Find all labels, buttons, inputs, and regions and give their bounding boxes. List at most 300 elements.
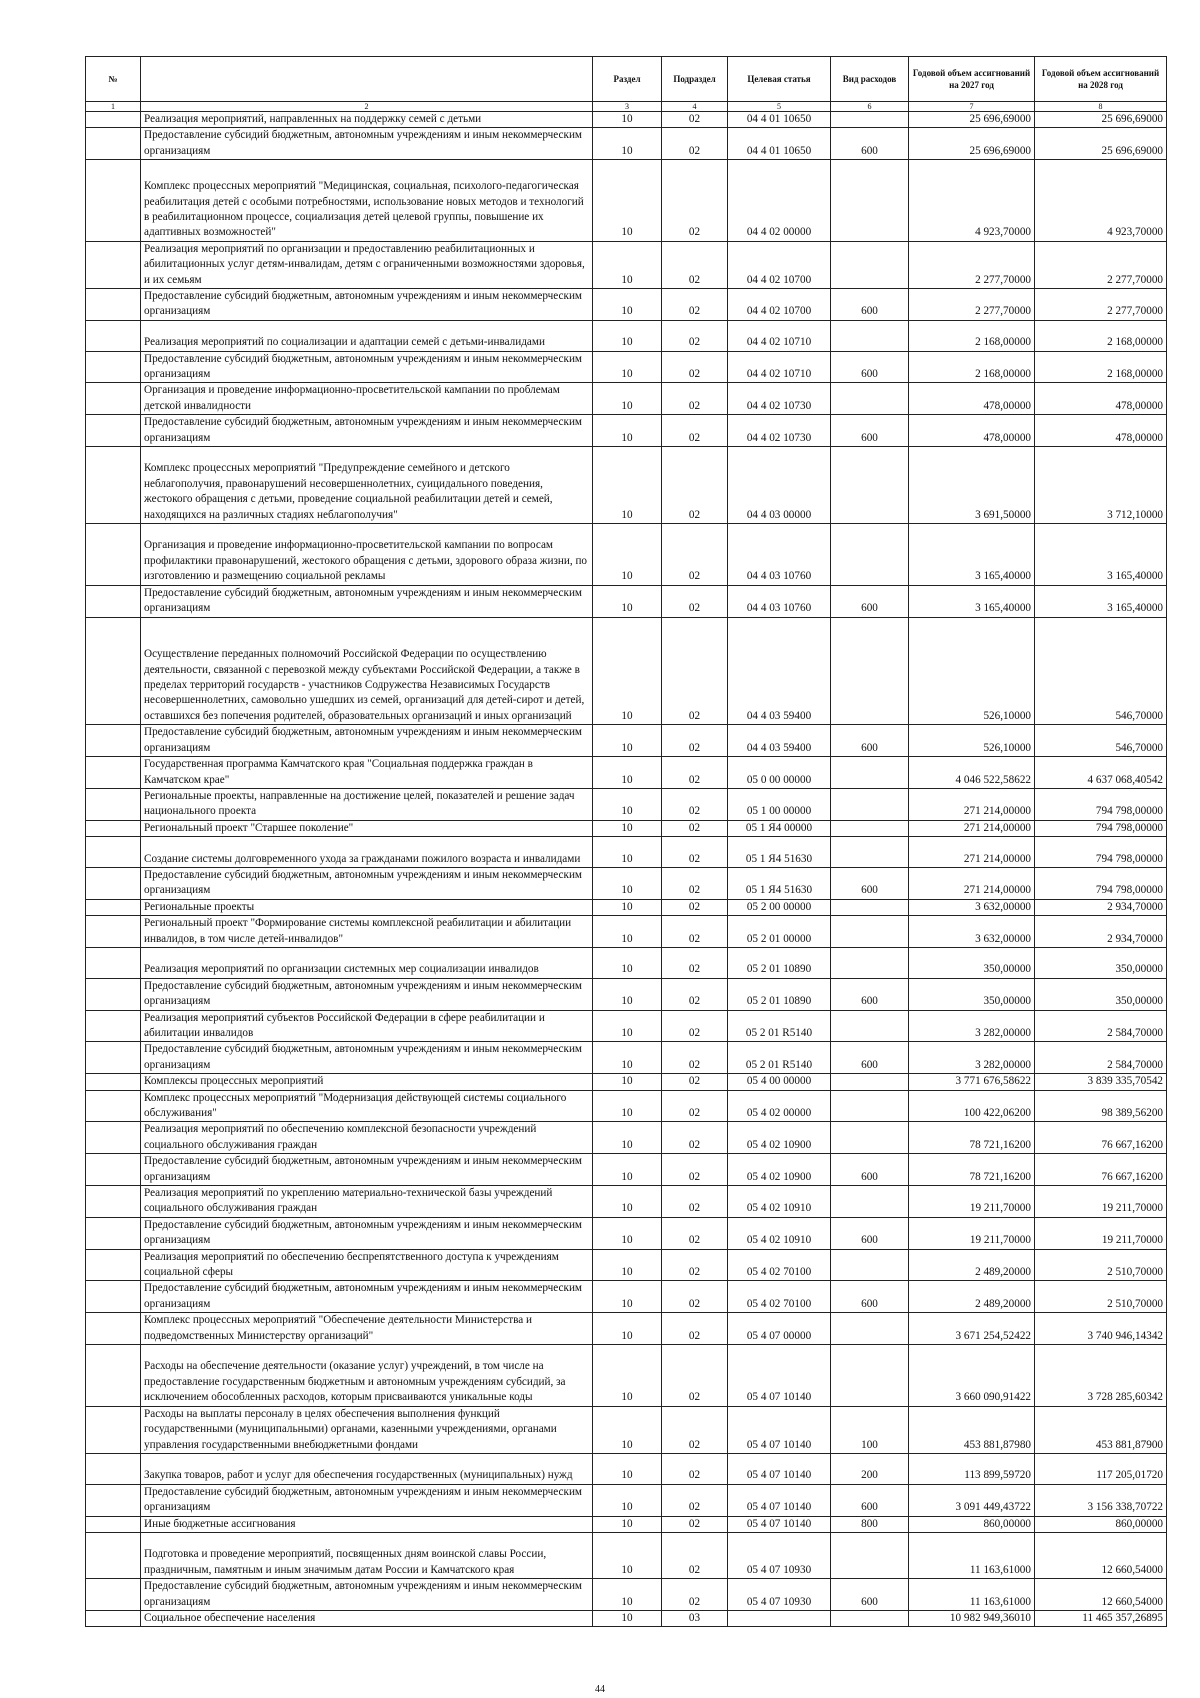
cell-razdel: 10: [593, 617, 662, 725]
cell-volume-2027: 2 489,20000: [909, 1281, 1035, 1313]
table-row: [86, 1484, 1167, 1516]
cell-razdel: 10: [593, 978, 662, 1010]
cell-number: [86, 757, 141, 789]
cell-volume-2028: 2 510,70000: [1035, 1281, 1167, 1313]
cell-name: Иные бюджетные ассигнования: [141, 1516, 593, 1532]
table-row: [86, 351, 1167, 383]
cell-name: Комплекс процессных мероприятий "Предупреждение семейного и детского неблагополучия, правонарушений несовершеннолетних, суицидального поведения, жестокого обращения с детьми, проведение социальной реабилитации детей и семей, находящихся на различных стадиях неблагополучия": [141, 447, 593, 524]
cell-target-article: 04 4 02 10700: [728, 289, 831, 321]
cell-volume-2027: 453 881,87980: [909, 1406, 1035, 1453]
cell-volume-2027: 3 091 449,43722: [909, 1484, 1035, 1516]
cell-number: [86, 241, 141, 288]
cell-podrazdel: 02: [662, 415, 728, 447]
column-number: 4: [662, 102, 728, 112]
column-number: 5: [728, 102, 831, 112]
cell-expense-type: [831, 947, 909, 978]
cell-razdel: 10: [593, 837, 662, 868]
cell-volume-2027: 3 282,00000: [909, 1042, 1035, 1074]
cell-volume-2028: 453 881,87900: [1035, 1406, 1167, 1453]
cell-number: [86, 1579, 141, 1611]
cell-target-article: 05 2 01 R5140: [728, 1010, 831, 1042]
table-row: [86, 837, 1167, 868]
cell-volume-2027: 100 422,06200: [909, 1090, 1035, 1122]
cell-podrazdel: 02: [662, 383, 728, 415]
cell-expense-type: 600: [831, 585, 909, 617]
cell-volume-2028: 3 165,40000: [1035, 524, 1167, 586]
cell-volume-2028: 12 660,54000: [1035, 1532, 1167, 1578]
cell-name: Предоставление субсидий бюджетным, автономным учреждениям и иным некоммерческим организациям: [141, 867, 593, 899]
cell-volume-2028: 2 168,00000: [1035, 351, 1167, 383]
cell-volume-2027: 271 214,00000: [909, 867, 1035, 899]
cell-volume-2027: 2 489,20000: [909, 1249, 1035, 1281]
cell-razdel: 10: [593, 1532, 662, 1578]
table-row: [86, 1217, 1167, 1249]
cell-podrazdel: 02: [662, 1281, 728, 1313]
cell-volume-2028: 12 660,54000: [1035, 1579, 1167, 1611]
table-row: [86, 1122, 1167, 1154]
cell-name: Предоставление субсидий бюджетным, автономным учреждениям и иным некоммерческим организациям: [141, 289, 593, 321]
cell-volume-2027: 3 632,00000: [909, 916, 1035, 948]
cell-number: [86, 351, 141, 383]
cell-volume-2027: 3 691,50000: [909, 447, 1035, 524]
column-number: 8: [1035, 102, 1167, 112]
cell-expense-type: [831, 1532, 909, 1578]
table-row: [86, 867, 1167, 899]
cell-volume-2027: 78 721,16200: [909, 1122, 1035, 1154]
cell-volume-2028: 19 211,70000: [1035, 1217, 1167, 1249]
cell-podrazdel: 02: [662, 757, 728, 789]
cell-name: Подготовка и проведение мероприятий, посвященных дням воинской славы России, праздничным, памятным и иным значимым датам России и Камчатского края: [141, 1532, 593, 1578]
cell-expense-type: 100: [831, 1406, 909, 1453]
table-row: [86, 383, 1167, 415]
cell-number: [86, 1484, 141, 1516]
cell-volume-2028: 2 510,70000: [1035, 1249, 1167, 1281]
cell-name: Расходы на обеспечение деятельности (оказание услуг) учреждений, в том числе на предоставление государственным бюджетным и автономным учреждениям субсидий, за исключением обособленных расходов, которым присваиваются уникальные коды: [141, 1345, 593, 1407]
cell-number: [86, 1313, 141, 1345]
cell-razdel: 10: [593, 1484, 662, 1516]
cell-podrazdel: 02: [662, 241, 728, 288]
cell-podrazdel: 02: [662, 1090, 728, 1122]
header-cell-target-article: Целевая статья: [728, 57, 831, 102]
cell-expense-type: 600: [831, 351, 909, 383]
cell-expense-type: [831, 1010, 909, 1042]
cell-volume-2027: 3 671 254,52422: [909, 1313, 1035, 1345]
cell-volume-2028: 98 389,56200: [1035, 1090, 1167, 1122]
table-body: [86, 112, 1167, 1627]
cell-podrazdel: 02: [662, 820, 728, 836]
cell-target-article: 05 4 02 70100: [728, 1249, 831, 1281]
cell-name: Расходы на выплаты персоналу в целях обеспечения выполнения функций государственными (муниципальными) органами, казенными учреждениями, органами управления государственными внебюджетными фондами: [141, 1406, 593, 1453]
cell-number: [86, 1532, 141, 1578]
cell-number: [86, 524, 141, 586]
cell-number: [86, 1249, 141, 1281]
table-row: [86, 1579, 1167, 1611]
cell-podrazdel: 02: [662, 1313, 728, 1345]
cell-razdel: 10: [593, 585, 662, 617]
cell-expense-type: [831, 320, 909, 351]
cell-name: Региональный проект "Формирование системы комплексной реабилитации и абилитации инвалидов, в том числе детей-инвалидов": [141, 916, 593, 948]
cell-name: Предоставление субсидий бюджетным, автономным учреждениям и иным некоммерческим организациям: [141, 978, 593, 1010]
cell-number: [86, 1406, 141, 1453]
cell-volume-2027: 860,00000: [909, 1516, 1035, 1532]
cell-volume-2028: 350,00000: [1035, 947, 1167, 978]
cell-volume-2028: 2 934,70000: [1035, 916, 1167, 948]
cell-volume-2028: 794 798,00000: [1035, 867, 1167, 899]
cell-target-article: 05 2 00 00000: [728, 899, 831, 915]
cell-podrazdel: 02: [662, 524, 728, 586]
header-cell-podrazdel: Подраздел: [662, 57, 728, 102]
cell-razdel: 10: [593, 160, 662, 242]
cell-volume-2028: 4 637 068,40542: [1035, 757, 1167, 789]
cell-volume-2028: 19 211,70000: [1035, 1186, 1167, 1218]
cell-target-article: 04 4 02 10730: [728, 383, 831, 415]
table-row: [86, 1249, 1167, 1281]
cell-target-article: 05 4 07 10140: [728, 1345, 831, 1407]
cell-target-article: 05 2 01 R5140: [728, 1042, 831, 1074]
cell-target-article: 04 4 03 00000: [728, 447, 831, 524]
table-row: [86, 128, 1167, 160]
cell-name: Осуществление переданных полномочий Российской Федерации по осуществлению деятельности, связанной с перевозкой между субъектами Российской Федерации, а также в пределах территорий государств - участников Содружества Независимых Государств несовершеннолетних, самовольно ушедших из семей, организаций для детей-сирот и детей, оставшихся без попечения родителей, образовательных организаций и иных организаций: [141, 617, 593, 725]
cell-number: [86, 947, 141, 978]
cell-volume-2027: 19 211,70000: [909, 1217, 1035, 1249]
table-row: [86, 289, 1167, 321]
cell-razdel: 10: [593, 351, 662, 383]
cell-number: [86, 1186, 141, 1218]
table-row: [86, 1610, 1167, 1626]
cell-number: [86, 1217, 141, 1249]
table-row: [86, 241, 1167, 288]
cell-name: Предоставление субсидий бюджетным, автономным учреждениям и иным некоммерческим организациям: [141, 1579, 593, 1611]
cell-podrazdel: 02: [662, 447, 728, 524]
cell-razdel: 10: [593, 320, 662, 351]
cell-name: Региональные проекты: [141, 899, 593, 915]
cell-name: Реализация мероприятий по организации и предоставлению реабилитационных и абилитационных услуг детям-инвалидам, детям с ограниченными возможностями здоровья, и их семьям: [141, 241, 593, 288]
header-cell-razdel: Раздел: [593, 57, 662, 102]
cell-expense-type: 600: [831, 867, 909, 899]
table-row: [86, 947, 1167, 978]
cell-volume-2027: 271 214,00000: [909, 820, 1035, 836]
cell-expense-type: 600: [831, 1217, 909, 1249]
cell-volume-2028: 478,00000: [1035, 415, 1167, 447]
cell-target-article: 05 1 00 00000: [728, 788, 831, 820]
cell-volume-2027: 271 214,00000: [909, 837, 1035, 868]
cell-expense-type: [831, 1249, 909, 1281]
cell-volume-2028: 2 584,70000: [1035, 1010, 1167, 1042]
cell-target-article: 05 4 07 10930: [728, 1532, 831, 1578]
cell-target-article: 04 4 01 10650: [728, 128, 831, 160]
cell-podrazdel: 02: [662, 1532, 728, 1578]
cell-target-article: [728, 1610, 831, 1626]
cell-target-article: 04 4 03 59400: [728, 617, 831, 725]
cell-razdel: 10: [593, 947, 662, 978]
cell-volume-2028: 117 205,01720: [1035, 1453, 1167, 1484]
cell-expense-type: [831, 383, 909, 415]
cell-number: [86, 383, 141, 415]
cell-name: Организация и проведение информационно-просветительской кампании по проблемам детской инвалидности: [141, 383, 593, 415]
cell-volume-2028: 860,00000: [1035, 1516, 1167, 1532]
cell-volume-2028: 3 712,10000: [1035, 447, 1167, 524]
cell-expense-type: [831, 837, 909, 868]
cell-volume-2028: 76 667,16200: [1035, 1122, 1167, 1154]
cell-expense-type: [831, 788, 909, 820]
table-row: [86, 1186, 1167, 1218]
cell-name: Реализация мероприятий по укреплению материально-технической базы учреждений социального обслуживания граждан: [141, 1186, 593, 1218]
cell-expense-type: 600: [831, 128, 909, 160]
cell-target-article: 05 1 Я4 00000: [728, 820, 831, 836]
cell-razdel: 10: [593, 1186, 662, 1218]
cell-name: Комплексы процессных мероприятий: [141, 1074, 593, 1090]
cell-name: Предоставление субсидий бюджетным, автономным учреждениям и иным некоммерческим организациям: [141, 1484, 593, 1516]
cell-target-article: 05 2 01 00000: [728, 916, 831, 948]
cell-number: [86, 1516, 141, 1532]
cell-volume-2027: 10 982 949,36010: [909, 1610, 1035, 1626]
cell-target-article: 04 4 02 10710: [728, 351, 831, 383]
cell-podrazdel: 02: [662, 1453, 728, 1484]
cell-volume-2028: 546,70000: [1035, 725, 1167, 757]
cell-name: Предоставление субсидий бюджетным, автономным учреждениям и иным некоммерческим организациям: [141, 585, 593, 617]
cell-number: [86, 1074, 141, 1090]
cell-target-article: 04 4 02 00000: [728, 160, 831, 242]
cell-name: Комплекс процессных мероприятий "Медицинская, социальная, психолого-педагогическая реабилитация детей с особыми потребностями, использование новых методов и технологий в реабилитационном процессе, социализация детей целевой группы, повышение их адаптивных возможностей": [141, 160, 593, 242]
cell-volume-2027: 2 277,70000: [909, 241, 1035, 288]
cell-volume-2028: 3 740 946,14342: [1035, 1313, 1167, 1345]
cell-target-article: 05 1 Я4 51630: [728, 837, 831, 868]
cell-expense-type: 600: [831, 1281, 909, 1313]
cell-expense-type: [831, 820, 909, 836]
cell-podrazdel: 02: [662, 1154, 728, 1186]
cell-target-article: 05 4 00 00000: [728, 1074, 831, 1090]
cell-podrazdel: 02: [662, 1579, 728, 1611]
cell-expense-type: [831, 1122, 909, 1154]
cell-volume-2027: 113 899,59720: [909, 1453, 1035, 1484]
cell-target-article: 04 4 03 59400: [728, 725, 831, 757]
cell-target-article: 05 4 07 00000: [728, 1313, 831, 1345]
cell-podrazdel: 02: [662, 1406, 728, 1453]
cell-number: [86, 585, 141, 617]
cell-target-article: 05 2 01 10890: [728, 978, 831, 1010]
table-row: [86, 757, 1167, 789]
cell-razdel: 10: [593, 112, 662, 128]
cell-target-article: 05 4 02 10910: [728, 1186, 831, 1218]
header-cell-number: №: [86, 57, 141, 102]
cell-razdel: 10: [593, 241, 662, 288]
cell-target-article: 04 4 02 10700: [728, 241, 831, 288]
cell-volume-2027: 271 214,00000: [909, 788, 1035, 820]
cell-expense-type: [831, 916, 909, 948]
cell-expense-type: [831, 160, 909, 242]
page-number: 44: [595, 1684, 605, 1695]
cell-volume-2027: 478,00000: [909, 383, 1035, 415]
cell-name: Реализация мероприятий по организации системных мер социализации инвалидов: [141, 947, 593, 978]
cell-name: Государственная программа Камчатского края "Социальная поддержка граждан в Камчатском крае": [141, 757, 593, 789]
cell-name: Комплекс процессных мероприятий "Модернизация действующей системы социального обслуживания": [141, 1090, 593, 1122]
cell-expense-type: 200: [831, 1453, 909, 1484]
cell-number: [86, 447, 141, 524]
cell-podrazdel: 02: [662, 1217, 728, 1249]
cell-name: Предоставление субсидий бюджетным, автономным учреждениям и иным некоммерческим организациям: [141, 1042, 593, 1074]
cell-volume-2028: 2 584,70000: [1035, 1042, 1167, 1074]
cell-podrazdel: 03: [662, 1610, 728, 1626]
table-row: [86, 1154, 1167, 1186]
cell-name: Реализация мероприятий по обеспечению беспрепятственного доступа к учреждениям социальной сферы: [141, 1249, 593, 1281]
cell-number: [86, 1090, 141, 1122]
cell-razdel: 10: [593, 1090, 662, 1122]
table-row: [86, 788, 1167, 820]
cell-expense-type: [831, 899, 909, 915]
cell-name: Закупка товаров, работ и услуг для обеспечения государственных (муниципальных) нужд: [141, 1453, 593, 1484]
cell-target-article: 05 2 01 10890: [728, 947, 831, 978]
cell-number: [86, 788, 141, 820]
cell-name: Предоставление субсидий бюджетным, автономным учреждениям и иным некоммерческим организациям: [141, 725, 593, 757]
cell-volume-2028: 3 728 285,60342: [1035, 1345, 1167, 1407]
cell-razdel: 10: [593, 725, 662, 757]
cell-podrazdel: 02: [662, 1074, 728, 1090]
cell-volume-2027: 526,10000: [909, 617, 1035, 725]
table-row: [86, 617, 1167, 725]
cell-expense-type: [831, 1610, 909, 1626]
table-row: [86, 1516, 1167, 1532]
cell-volume-2028: 2 277,70000: [1035, 241, 1167, 288]
table-row: [86, 112, 1167, 128]
cell-volume-2028: 25 696,69000: [1035, 112, 1167, 128]
cell-razdel: 10: [593, 1579, 662, 1611]
cell-name: Социальное обеспечение населения: [141, 1610, 593, 1626]
cell-volume-2027: 478,00000: [909, 415, 1035, 447]
cell-number: [86, 320, 141, 351]
cell-name: Предоставление субсидий бюджетным, автономным учреждениям и иным некоммерческим организациям: [141, 1281, 593, 1313]
cell-podrazdel: 02: [662, 1345, 728, 1407]
cell-podrazdel: 02: [662, 128, 728, 160]
cell-expense-type: 600: [831, 415, 909, 447]
cell-volume-2028: 794 798,00000: [1035, 820, 1167, 836]
cell-target-article: 04 4 02 10730: [728, 415, 831, 447]
table-row: [86, 1042, 1167, 1074]
cell-expense-type: [831, 524, 909, 586]
table-row: [86, 899, 1167, 915]
cell-razdel: 10: [593, 1345, 662, 1407]
cell-razdel: 10: [593, 1122, 662, 1154]
cell-target-article: 05 4 02 10910: [728, 1217, 831, 1249]
cell-razdel: 10: [593, 1453, 662, 1484]
cell-volume-2028: 3 156 338,70722: [1035, 1484, 1167, 1516]
cell-number: [86, 128, 141, 160]
cell-podrazdel: 02: [662, 947, 728, 978]
cell-volume-2028: 546,70000: [1035, 617, 1167, 725]
cell-podrazdel: 02: [662, 1010, 728, 1042]
cell-podrazdel: 02: [662, 1122, 728, 1154]
cell-name: Реализация мероприятий по социализации и адаптации семей с детьми-инвалидами: [141, 320, 593, 351]
table-row: [86, 585, 1167, 617]
table-row: [86, 1090, 1167, 1122]
cell-volume-2028: 2 934,70000: [1035, 899, 1167, 915]
cell-expense-type: [831, 447, 909, 524]
cell-razdel: 10: [593, 899, 662, 915]
cell-volume-2027: 25 696,69000: [909, 112, 1035, 128]
cell-volume-2027: 4 923,70000: [909, 160, 1035, 242]
cell-name: Предоставление субсидий бюджетным, автономным учреждениям и иным некоммерческим организациям: [141, 1154, 593, 1186]
cell-volume-2028: 2 168,00000: [1035, 320, 1167, 351]
cell-razdel: 10: [593, 1610, 662, 1626]
cell-razdel: 10: [593, 1154, 662, 1186]
cell-podrazdel: 02: [662, 617, 728, 725]
cell-razdel: 10: [593, 1406, 662, 1453]
cell-name: Комплекс процессных мероприятий "Обеспечение деятельности Министерства и подведомственных Министерству организаций": [141, 1313, 593, 1345]
cell-expense-type: 600: [831, 1484, 909, 1516]
cell-volume-2028: 478,00000: [1035, 383, 1167, 415]
cell-volume-2028: 3 165,40000: [1035, 585, 1167, 617]
cell-number: [86, 978, 141, 1010]
cell-razdel: 10: [593, 1281, 662, 1313]
cell-expense-type: 600: [831, 1154, 909, 1186]
table-row: [86, 820, 1167, 836]
cell-razdel: 10: [593, 757, 662, 789]
cell-target-article: 04 4 02 10710: [728, 320, 831, 351]
cell-number: [86, 916, 141, 948]
cell-target-article: 05 4 02 00000: [728, 1090, 831, 1122]
cell-volume-2027: 3 165,40000: [909, 524, 1035, 586]
cell-podrazdel: 02: [662, 867, 728, 899]
cell-volume-2027: 3 165,40000: [909, 585, 1035, 617]
cell-name: Предоставление субсидий бюджетным, автономным учреждениям и иным некоммерческим организациям: [141, 1217, 593, 1249]
column-number: 2: [141, 102, 593, 112]
cell-volume-2027: 25 696,69000: [909, 128, 1035, 160]
header-cell-volume-2027: Годовой объем ассигнований на 2027 год: [909, 57, 1035, 102]
cell-expense-type: [831, 112, 909, 128]
cell-expense-type: [831, 1090, 909, 1122]
cell-expense-type: 600: [831, 978, 909, 1010]
cell-razdel: 10: [593, 128, 662, 160]
header-cell-name: [141, 57, 593, 102]
cell-number: [86, 1122, 141, 1154]
cell-expense-type: [831, 241, 909, 288]
cell-podrazdel: 02: [662, 899, 728, 915]
table-row: [86, 415, 1167, 447]
table-row: [86, 447, 1167, 524]
cell-target-article: 05 4 02 10900: [728, 1122, 831, 1154]
cell-name: Предоставление субсидий бюджетным, автономным учреждениям и иным некоммерческим организациям: [141, 351, 593, 383]
cell-volume-2027: 350,00000: [909, 947, 1035, 978]
cell-podrazdel: 02: [662, 1516, 728, 1532]
cell-number: [86, 837, 141, 868]
column-number: 3: [593, 102, 662, 112]
cell-volume-2027: 3 282,00000: [909, 1010, 1035, 1042]
table-row: [86, 1532, 1167, 1578]
cell-name: Организация и проведение информационно-просветительской кампании по вопросам профилактики правонарушений, жестокого обращения с детьми, здорового образа жизни, по изготовлению и размещению социальной рекламы: [141, 524, 593, 586]
cell-volume-2028: 11 465 357,26895: [1035, 1610, 1167, 1626]
cell-razdel: 10: [593, 415, 662, 447]
table-row: [86, 1010, 1167, 1042]
column-number: 1: [86, 102, 141, 112]
cell-volume-2028: 25 696,69000: [1035, 128, 1167, 160]
cell-volume-2028: 2 277,70000: [1035, 289, 1167, 321]
cell-volume-2027: 78 721,16200: [909, 1154, 1035, 1186]
cell-razdel: 10: [593, 788, 662, 820]
table-row: [86, 725, 1167, 757]
cell-number: [86, 289, 141, 321]
cell-podrazdel: 02: [662, 320, 728, 351]
cell-number: [86, 899, 141, 915]
budget-table: [85, 56, 1167, 1627]
cell-expense-type: [831, 1074, 909, 1090]
cell-number: [86, 1281, 141, 1313]
cell-volume-2027: 350,00000: [909, 978, 1035, 1010]
cell-podrazdel: 02: [662, 351, 728, 383]
header-cell-expense-type: Вид расходов: [831, 57, 909, 102]
cell-podrazdel: 02: [662, 916, 728, 948]
cell-target-article: 05 4 02 10900: [728, 1154, 831, 1186]
table-row: [86, 1406, 1167, 1453]
table-row: [86, 524, 1167, 586]
